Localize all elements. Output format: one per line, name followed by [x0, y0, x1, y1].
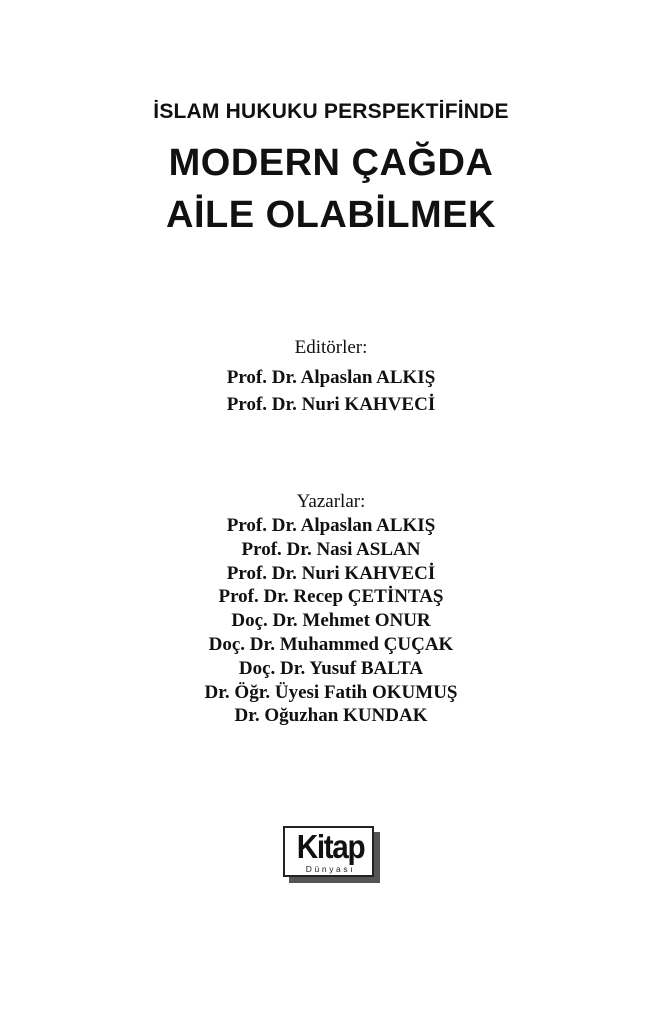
editor-name: Prof. Dr. Nuri KAHVECİ [226, 394, 436, 415]
authors-label: Yazarlar: [296, 491, 366, 512]
publisher-logo [283, 826, 380, 883]
authors-list [0, 514, 662, 728]
author-name: Doç. Dr. Yusuf BALTA [238, 657, 424, 679]
author-name: Prof. Dr. Recep ÇETİNTAŞ [218, 586, 444, 608]
author-name: Doç. Dr. Mehmet ONUR [231, 610, 431, 632]
author-name: Prof. Dr. Alpaslan ALKIŞ [226, 515, 436, 536]
editors-list [0, 364, 662, 418]
editors-label: Editörler: [294, 337, 368, 358]
author-name: Doç. Dr. Muhammed ÇUÇAK [208, 633, 454, 655]
author-name: Dr. Öğr. Üyesi Fatih OKUMUŞ [204, 681, 458, 703]
logo-main-text: Kitap [296, 828, 365, 865]
author-name: Prof. Dr. Nuri KAHVECİ [226, 562, 436, 584]
author-name: Dr. Oğuzhan KUNDAK [234, 705, 428, 727]
book-subtitle: İSLAM HUKUKU PERSPEKTİFİNDE [153, 100, 509, 123]
book-title-line-2: AİLE OLABİLMEK [166, 194, 496, 236]
author-name: Prof. Dr. Nasi ASLAN [241, 538, 421, 560]
book-title-line-1: MODERN ÇAĞDA [168, 142, 494, 184]
logo-sub-text: Dünyası [305, 864, 356, 874]
logo-box [283, 826, 374, 877]
editor-name: Prof. Dr. Alpaslan ALKIŞ [226, 367, 436, 388]
